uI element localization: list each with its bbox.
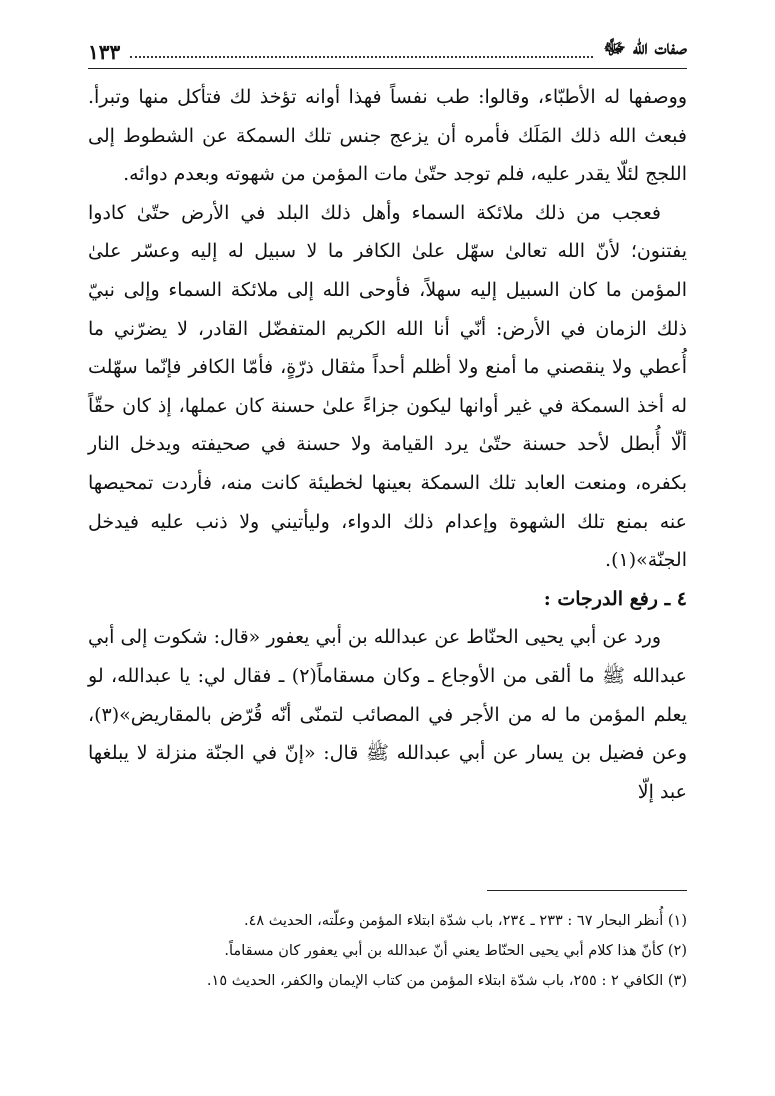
- footnote: (٣) الكافي ٢ : ٢٥٥، باب شدّة ابتلاء المؤمن من كتاب الإيمان والكفر، الحديث ١٥.: [206, 973, 687, 989]
- footnote-separator: [487, 890, 687, 891]
- section-heading: ٤ ـ رفع الدرجات :: [543, 587, 687, 610]
- page-header: [88, 28, 687, 69]
- paragraph: ووصفها له الأطبّاء، وقالوا: طب نفساً فهذا أوانه تؤخذ لك فتأكل منها وتبرأ. فبعث الله ذلك المَلَك فأمره أن يزعج جنس تلك السمكة عن الشطوط إلى اللجج لئلّا يقدر عليه، فلم توجد حتّىٰ مات المؤمن من شهوته وبعدم دوائه.: [88, 86, 687, 186]
- running-title: صفات الله ﷻ: [603, 35, 687, 59]
- main-text: [88, 78, 687, 811]
- paragraph: ورد عن أبي يحيى الحنّاط عن عبدالله بن أبي يعفور «قال: شكوت إلى أبي عبدالله ﷺ ما ألقى من الأوجاع ـ وكان مسقاماً(٢) ـ فقال لي: يا عبدالله، لو يعلم المؤمن ما له من الأجر في المصائب لتمنّى أنّه قُرّض بالمقاريض»(٣)، وعن فضيل بن يسار عن أبي عبدالله ﷺ قال: «إنّ في الجنّة منزلة لا يبلغها عبد إلّا: [88, 626, 688, 803]
- header-dot-leader: [130, 56, 593, 58]
- footnote: (٢) كأنّ هذا كلام أبي يحيى الحنّاط يعني أنّ عبدالله بن أبي يعفور كان مسقاماً.: [224, 943, 687, 959]
- footnote: (١) أُنظر البحار ٦٧ : ٢٣٣ ـ ٢٣٤، باب شدّة ابتلاء المؤمن وعلّته، الحديث ٤٨.: [243, 913, 687, 929]
- paragraph: فعجب من ذلك ملائكة السماء وأهل ذلك البلد في الأرض حتّىٰ كادوا يفتنون؛ لأنّ الله تعالىٰ سهّل علىٰ الكافر ما لا سبيل له إليه وعسّر علىٰ المؤمن ما كان السبيل إليه سهلاً، فأوحى الله إلى ملائكة السماء وإلى نبيّ ذلك الزمان في الأرض: أنّي أنا الله الكريم المتفضّل القادر، لا يضرّني ما أُعطي ولا ينقصني ما أمنع ولا أظلم أحداً مثقال ذرّةٍ، فأمّا الكافر فإنّما سهّلت له أخذ السمكة في غير أوانها ليكون جزاءً علىٰ حسنة كان عملها، إذ كان حقّاً ألّا أُبطل لأحد حسنة حتّىٰ يرد القيامة ولا حسنة في صحيفته ويدخل النار بكفره، ومنعت العابد تلك السمكة بعينها لخطيئة كانت منه، فأردت تمحيصها عنه بمنع تلك الشهوة وإعدام ذلك الدواء، وليأتيني ولا ذنب عليه فيدخل الجنّة»(١).: [88, 201, 687, 572]
- footnotes: [88, 906, 687, 996]
- page-number: ١٣٣: [88, 40, 121, 64]
